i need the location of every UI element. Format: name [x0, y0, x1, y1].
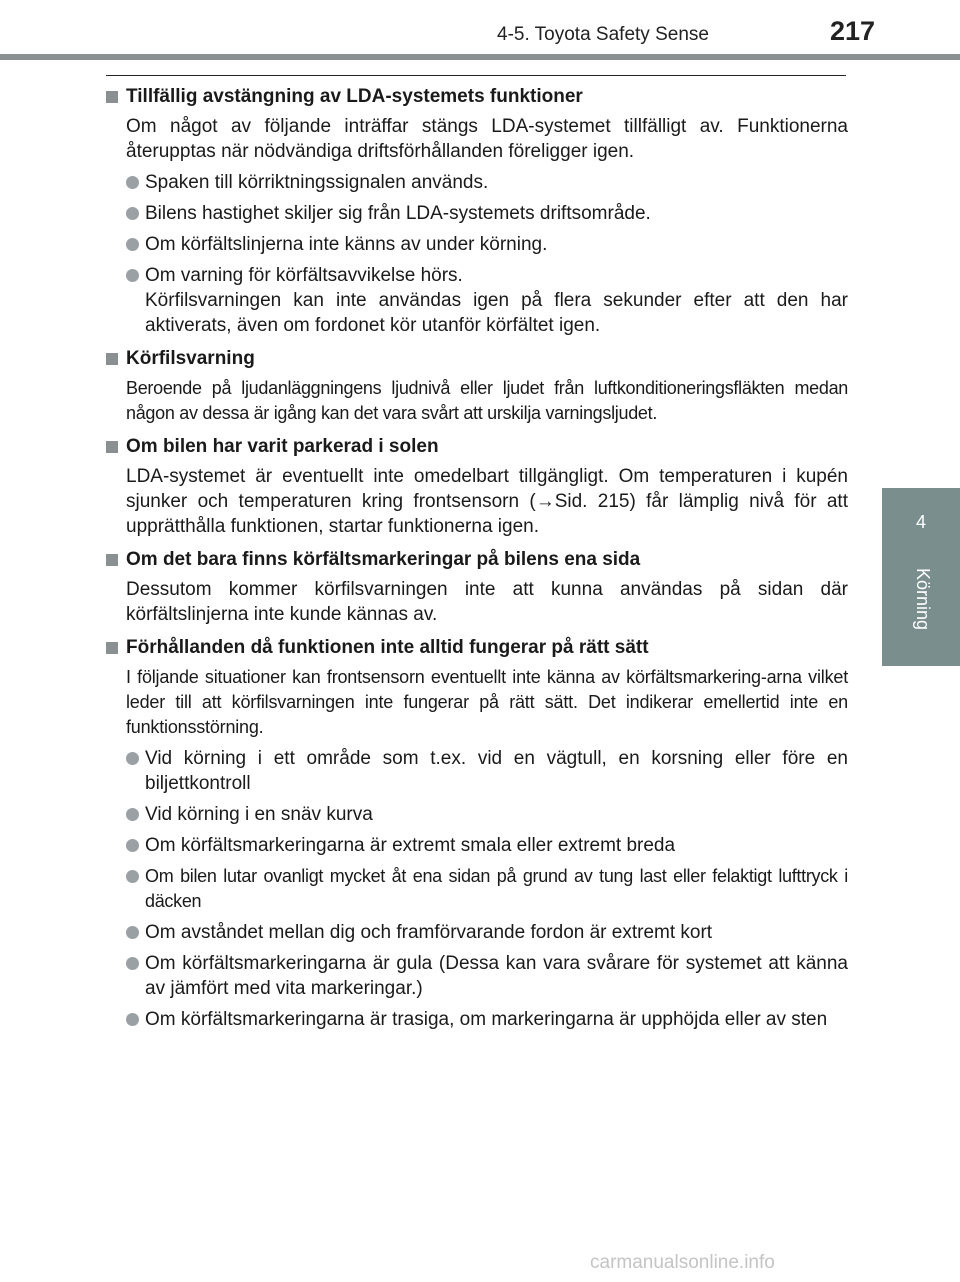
section-heading [104, 84, 848, 109]
section-conditions [104, 635, 848, 1032]
section-heading-text: Om det bara finns körfältsmarkeringar på bilens ena sida [126, 549, 641, 570]
section-text: LDA-systemet är eventuellt inte omedelbart tillgängligt. Om temperaturen i kupén sjunker och temperaturen kring frontsensorn (→Sid. 215) får lämplig nivå för att upprätthålla funktionen, startar funktionerna igen. [126, 466, 848, 537]
section-heading [104, 434, 848, 459]
section-heading-text: Körfilsvarning [126, 348, 255, 369]
header-section-title: 4-5. Toyota Safety Sense [497, 24, 709, 45]
list-item-text: Vid körning i ett område som t.ex. vid en vägtull, en korsning eller före en biljettkontroll [145, 748, 848, 794]
list-item-text: Bilens hastighet skiljer sig från LDA-systemets driftsområde. [145, 203, 651, 224]
list-item [104, 1007, 848, 1032]
list-item [104, 951, 848, 1001]
section-heading [104, 346, 848, 371]
bullet-dot-icon [126, 808, 139, 821]
list-item [104, 232, 848, 257]
chapter-side-tab [882, 488, 960, 666]
section-lane-warning [104, 346, 848, 426]
section-heading [104, 635, 848, 660]
list-item [104, 833, 848, 858]
section-heading-text: Förhållanden då funktionen inte alltid fungerar på rätt sätt [126, 637, 649, 658]
list-item [104, 802, 848, 827]
section-text: Dessutom kommer körfilsvarningen inte att kunna användas på sidan där körfältslinjerna inte kunde kännas av. [126, 579, 848, 625]
list-item-text: Om varning för körfältsavvikelse hörs. [145, 265, 463, 286]
list-item [104, 746, 848, 796]
section-heading [104, 547, 848, 572]
chapter-number: 4 [915, 512, 926, 532]
list-item [104, 920, 848, 945]
section-text: Om något av följande inträffar stängs LDA-systemet tillfälligt av. Funktionerna återupptas när nödvändiga driftsförhållanden föreligger igen. [126, 116, 848, 162]
list-item-text: Vid körning i en snäv kurva [145, 804, 373, 825]
list-item-subtext: Körfilsvarningen kan inte användas igen på flera sekunder efter att den har aktiverats, även om fordonet kör utanför körfältet igen. [145, 290, 848, 336]
bullet-dot-icon [126, 176, 139, 189]
bullet-dot-icon [126, 1013, 139, 1026]
bullet-dot-icon [126, 269, 139, 282]
list-item-text: Om avståndet mellan dig och framförvarande fordon är extremt kort [145, 922, 713, 943]
header-bar [0, 54, 960, 60]
top-rule [106, 75, 846, 76]
list-item-text: Om körfältsmarkeringarna är trasiga, om markeringarna är upphöjda eller av sten [145, 1009, 828, 1030]
section-text: Beroende på ljudanläggningens ljudnivå eller ljudet från luftkonditioneringsfläkten medan någon av dessa är igång kan det vara svårt att urskilja varningsljudet. [126, 378, 848, 423]
section-parked-in-sun [104, 434, 848, 539]
section-heading-text: Om bilen har varit parkerad i solen [126, 436, 439, 457]
list-item-text: Om körfältsmarkeringarna är gula (Dessa kan vara svårare för systemet att känna av jämfört med vita markeringar.) [145, 953, 848, 999]
heading-square-icon [106, 642, 118, 654]
list-item-text: Om körfältsmarkeringarna är extremt smala eller extremt breda [145, 835, 676, 856]
page-content [104, 84, 848, 1040]
bullet-dot-icon [126, 926, 139, 939]
page-number: 217 [830, 16, 876, 46]
watermark: carmanualsonline.info [590, 1252, 775, 1273]
heading-square-icon [106, 353, 118, 365]
list-item-text: Om körfältslinjerna inte känns av under körning. [145, 234, 548, 255]
chapter-label: Körning [913, 568, 933, 631]
section-text: I följande situationer kan frontsensorn eventuellt inte känna av körfältsmarkering-arna vilket leder till att körfilsvarningen inte fungerar på rätt sätt. Det indikerar emellertid inte en funktionsstörning. [126, 667, 848, 737]
list-item-text: Spaken till körriktningssignalen används. [145, 172, 489, 193]
bullet-dot-icon [126, 238, 139, 251]
list-item [104, 864, 848, 914]
list-item [104, 201, 848, 226]
bullet-dot-icon [126, 870, 139, 883]
list-item-text: Om bilen lutar ovanligt mycket åt ena sidan på grund av tung last eller felaktigt lufttryck i däcken [145, 866, 848, 911]
section-temporary-shutdown [104, 84, 848, 338]
list-item [104, 170, 848, 195]
section-one-side-markings [104, 547, 848, 627]
bullet-dot-icon [126, 207, 139, 220]
bullet-dot-icon [126, 839, 139, 852]
section-heading-text: Tillfällig avstängning av LDA-systemets funktioner [126, 86, 583, 107]
bullet-dot-icon [126, 752, 139, 765]
heading-square-icon [106, 91, 118, 103]
heading-square-icon [106, 554, 118, 566]
bullet-dot-icon [126, 957, 139, 970]
list-item [104, 263, 848, 338]
heading-square-icon [106, 441, 118, 453]
